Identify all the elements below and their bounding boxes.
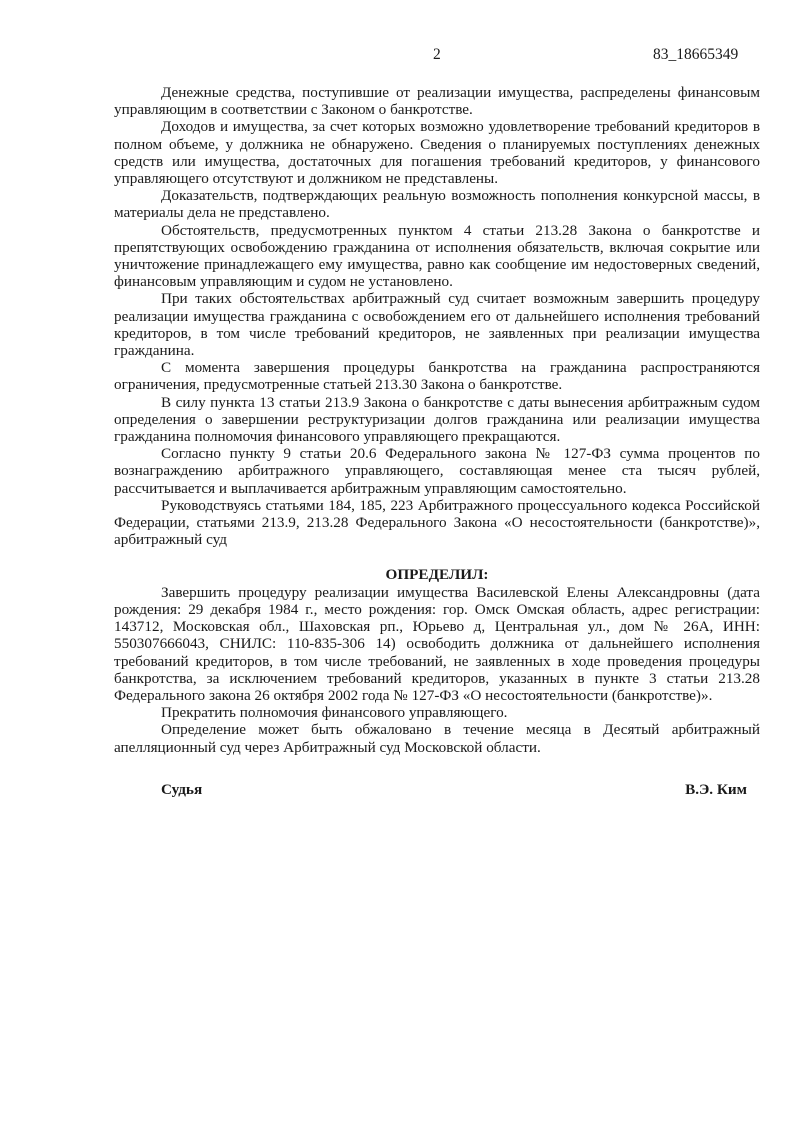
paragraph: Руководствуясь статьями 184, 185, 223 Арбитражного процессуального кодекса Российской Федерации, статьями 213.9, 213.28 Федерального Закона «О несостоятельности (банкротстве)», арбитражный суд xyxy=(114,496,760,549)
document-body xyxy=(114,84,760,756)
paragraph: Денежные средства, поступившие от реализации имущества, распределены финансовым управляющим в соответствии с Законом о банкротстве. xyxy=(114,84,760,119)
judge-name: В.Э. Ким xyxy=(685,781,747,798)
document-id: 83_18665349 xyxy=(653,46,739,63)
judge-title: Судья xyxy=(161,781,203,798)
paragraph: Согласно пункту 9 статьи 20.6 Федерального закона № 127-ФЗ сумма процентов по вознаграждению арбитражного управляющего, составляющая менее ста тысяч рублей, рассчитывается и выплачивается арбитражным управляющим самостоятельно. xyxy=(114,445,760,497)
paragraph: Доходов и имущества, за счет которых возможно удовлетворение требований кредиторов в полном объеме, у должника не обнаружено. Сведения о планируемых поступлениях денежных средств или имущества, достаточных для погашения требований кредиторов, у финансового управляющего отсутствуют и должником не представлены. xyxy=(114,118,760,188)
paragraph: Обстоятельств, предусмотренных пунктом 4 статьи 213.28 Закона о банкротстве и препятствующих освобождению гражданина от исполнения обязательств, включая сокрытие или уничтожение принадлежащего ему имущества, равно как сообщение им недостоверных сведений, финансовым управляющим и судом не установлено. xyxy=(114,221,760,291)
paragraph: Доказательств, подтверждающих реальную возможность пополнения конкурсной массы, в материалы дела не представлено. xyxy=(114,187,760,222)
ruling-paragraph: Определение может быть обжаловано в течение месяца в Десятый арбитражный апелляционный суд через Арбитражный суд Московской области. xyxy=(114,721,760,756)
ruling-paragraph: Прекратить полномочия финансового управляющего. xyxy=(161,704,508,722)
ruling-heading: ОПРЕДЕЛИЛ: xyxy=(385,566,489,584)
ruling-paragraph: Завершить процедуру реализации имущества Василевской Елены Александровны (дата рождения: 29 декабря 1984 г., место рождения: гор. Омск Омская область, адрес регистрации: 143712, Московская обл., Шаховская рп., Юрьево д, Центральная ул., дом № 26А, ИНН: 550307666043, СНИЛС: 110-835-306 14) освободить должника от дальнейшего исполнения требований кредиторов, в том числе требований, не заявленных в ходе проведения процедуры банкротства, за исключением требований кредиторов, указанных в пункте 3 статьи 213.28 Федерального закона 26 октября 2002 года № 127-ФЗ «О несостоятельности (банкротстве)». xyxy=(114,583,760,704)
signature-block xyxy=(161,781,747,799)
paragraph: В силу пункта 13 статьи 213.9 Закона о банкротстве с даты вынесения арбитражным судом определения о завершении реструктуризации долгов гражданина или реализации имущества гражданина полномочия финансового управляющего прекращаются. xyxy=(114,393,760,446)
paragraph: При таких обстоятельствах арбитражный суд считает возможным завершить процедуру реализации имущества гражданина с освобождением его от дальнейшего исполнения требований кредиторов, в том числе требований кредиторов, не заявленных при реализации имущества гражданина. xyxy=(114,290,760,360)
paragraph: С момента завершения процедуры банкротства на гражданина распространяются ограничения, предусмотренные статьей 213.30 Закона о банкротстве. xyxy=(114,359,760,394)
page-number: 2 xyxy=(433,46,441,63)
